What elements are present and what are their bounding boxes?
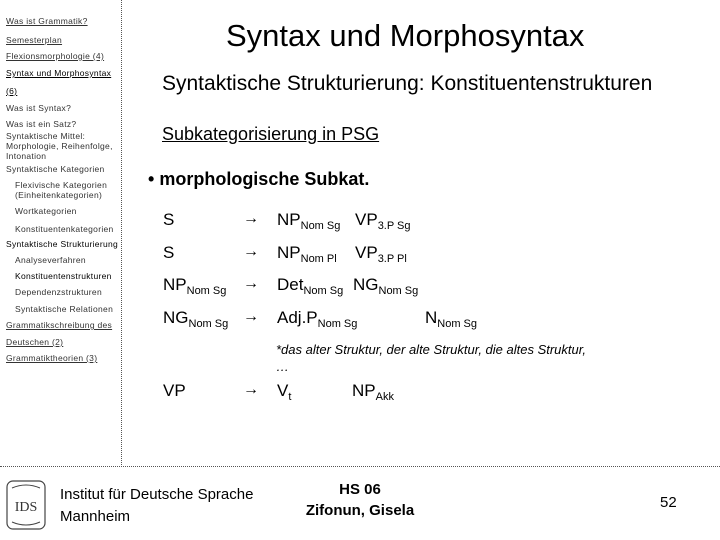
rule1-constituent-a: $NP_{Nom Sg}$ <box>277 210 341 232</box>
rule5-constituent-b: $NP_{Akk}$ <box>352 381 394 403</box>
slide-subtitle: Syntaktische Strukturierung: Konstituentenstrukturen <box>162 72 653 95</box>
nav-link-grammatiktheorien[interactable]: Grammatiktheorien (3) <box>6 353 98 363</box>
nav-link-syntax-und-morphosyntax[interactable]: Syntax und Morphosyntax <box>6 68 112 78</box>
institute-line-1: Institut für Deutsche Sprache <box>60 486 254 503</box>
note-line-2: … <box>276 359 289 374</box>
nav-link-was-ist-grammatik[interactable]: Was ist Grammatik? <box>6 16 88 26</box>
nav-link-grammatikschreibung[interactable]: Grammatikschreibung des <box>6 320 113 330</box>
rule2-arrow-icon: → <box>243 243 259 260</box>
ungrammatical-example-note <box>276 341 586 375</box>
nav-item-konstituentenstrukturen[interactable]: Konstituentenstrukturen <box>15 271 112 281</box>
bullet-symbol: • <box>148 169 155 189</box>
rule1-arrow-icon: → <box>243 210 259 227</box>
rule4-lhs: $NG_{Nom Sg}$ <box>163 308 229 330</box>
nav-link-grammatikschreibung-deutschen[interactable]: Deutschen (2) <box>6 337 64 347</box>
nav-item-flexivische-kategorien[interactable]: Flexivische Kategorien (Einheitenkategorien) <box>15 180 108 200</box>
nav-item-wortkategorien[interactable]: Wortkategorien <box>15 206 77 216</box>
page-number: 52 <box>660 494 677 511</box>
section-heading: Subkategorisierung in PSG <box>162 124 380 144</box>
note-line-1: *das alter Struktur, der alte Struktur, die altes Struktur, <box>276 342 586 357</box>
bullet-item <box>148 169 369 190</box>
nav-item-syntaktische-mittel[interactable]: Syntaktische Mittel: Morphologie, Reihenfolge, Intonation <box>6 131 113 161</box>
rule1-constituent-b: $VP_{3.P Sg}$ <box>355 210 411 232</box>
rule3-arrow-icon: → <box>243 275 259 292</box>
rule4-arrow-icon: → <box>243 308 259 325</box>
footer-divider <box>0 466 720 467</box>
ids-logo-icon <box>6 480 46 530</box>
institute-name <box>60 484 253 528</box>
nav-item-konstituentenkategorien[interactable]: Konstituentenkategorien <box>15 224 114 234</box>
nav-item-syntaktische-kategorien[interactable]: Syntaktische Kategorien <box>6 164 105 174</box>
author-name: Zifonun, Gisela <box>305 502 415 519</box>
rule3-constituent-a: Det$_{Nom Sg}$ <box>277 275 344 297</box>
nav-item-syntaktische-strukturierung[interactable]: Syntaktische Strukturierung <box>6 239 119 249</box>
nav-item-syntaktische-relationen[interactable]: Syntaktische Relationen <box>15 304 114 314</box>
rule1-lhs: S <box>163 210 175 229</box>
nav-link-syntax-und-morphosyntax-count[interactable]: (6) <box>6 86 18 96</box>
rule4-constituent-a: $Adj.P_{Nom Sg}$ <box>277 308 358 330</box>
course-code: HS 06 <box>339 481 381 498</box>
course-info <box>290 479 430 521</box>
rule5-constituent-a: $V_t$ <box>277 381 292 403</box>
nav-item-was-ist-ein-satz[interactable]: Was ist ein Satz? <box>6 119 77 129</box>
ids-logo-text: IDS <box>14 500 38 515</box>
ids-logo <box>6 480 46 530</box>
nav-item-analyseverfahren[interactable]: Analyseverfahren <box>15 255 86 265</box>
rule2-lhs: S <box>163 243 175 262</box>
nav-link-flexionsmorphologie[interactable]: Flexionsmorphologie (4) <box>6 51 105 61</box>
sidebar-divider <box>121 0 122 465</box>
nav-item-was-ist-syntax[interactable]: Was ist Syntax? <box>6 103 72 113</box>
rule5-lhs: VP <box>163 381 186 400</box>
nav-item-dependenzstrukturen[interactable]: Dependenzstrukturen <box>15 287 102 297</box>
rule3-lhs: $NP_{Nom Sg}$ <box>163 275 227 297</box>
rule2-constituent-b: $VP_{3.P Pl}$ <box>355 243 407 265</box>
bullet-text: morphologische Subkat. <box>159 169 370 189</box>
rule3-constituent-b: $NG_{Nom Sg}$ <box>353 275 419 297</box>
rule4-constituent-b: $N_{Nom Sg}$ <box>425 308 478 330</box>
slide-title: Syntax und Morphosyntax <box>226 18 585 53</box>
nav-link-semesterplan[interactable]: Semesterplan <box>6 35 63 45</box>
rule2-constituent-a: $NP_{Nom Pl}$ <box>277 243 337 265</box>
rule5-arrow-icon: → <box>243 381 259 398</box>
institute-line-2: Mannheim <box>60 508 131 525</box>
